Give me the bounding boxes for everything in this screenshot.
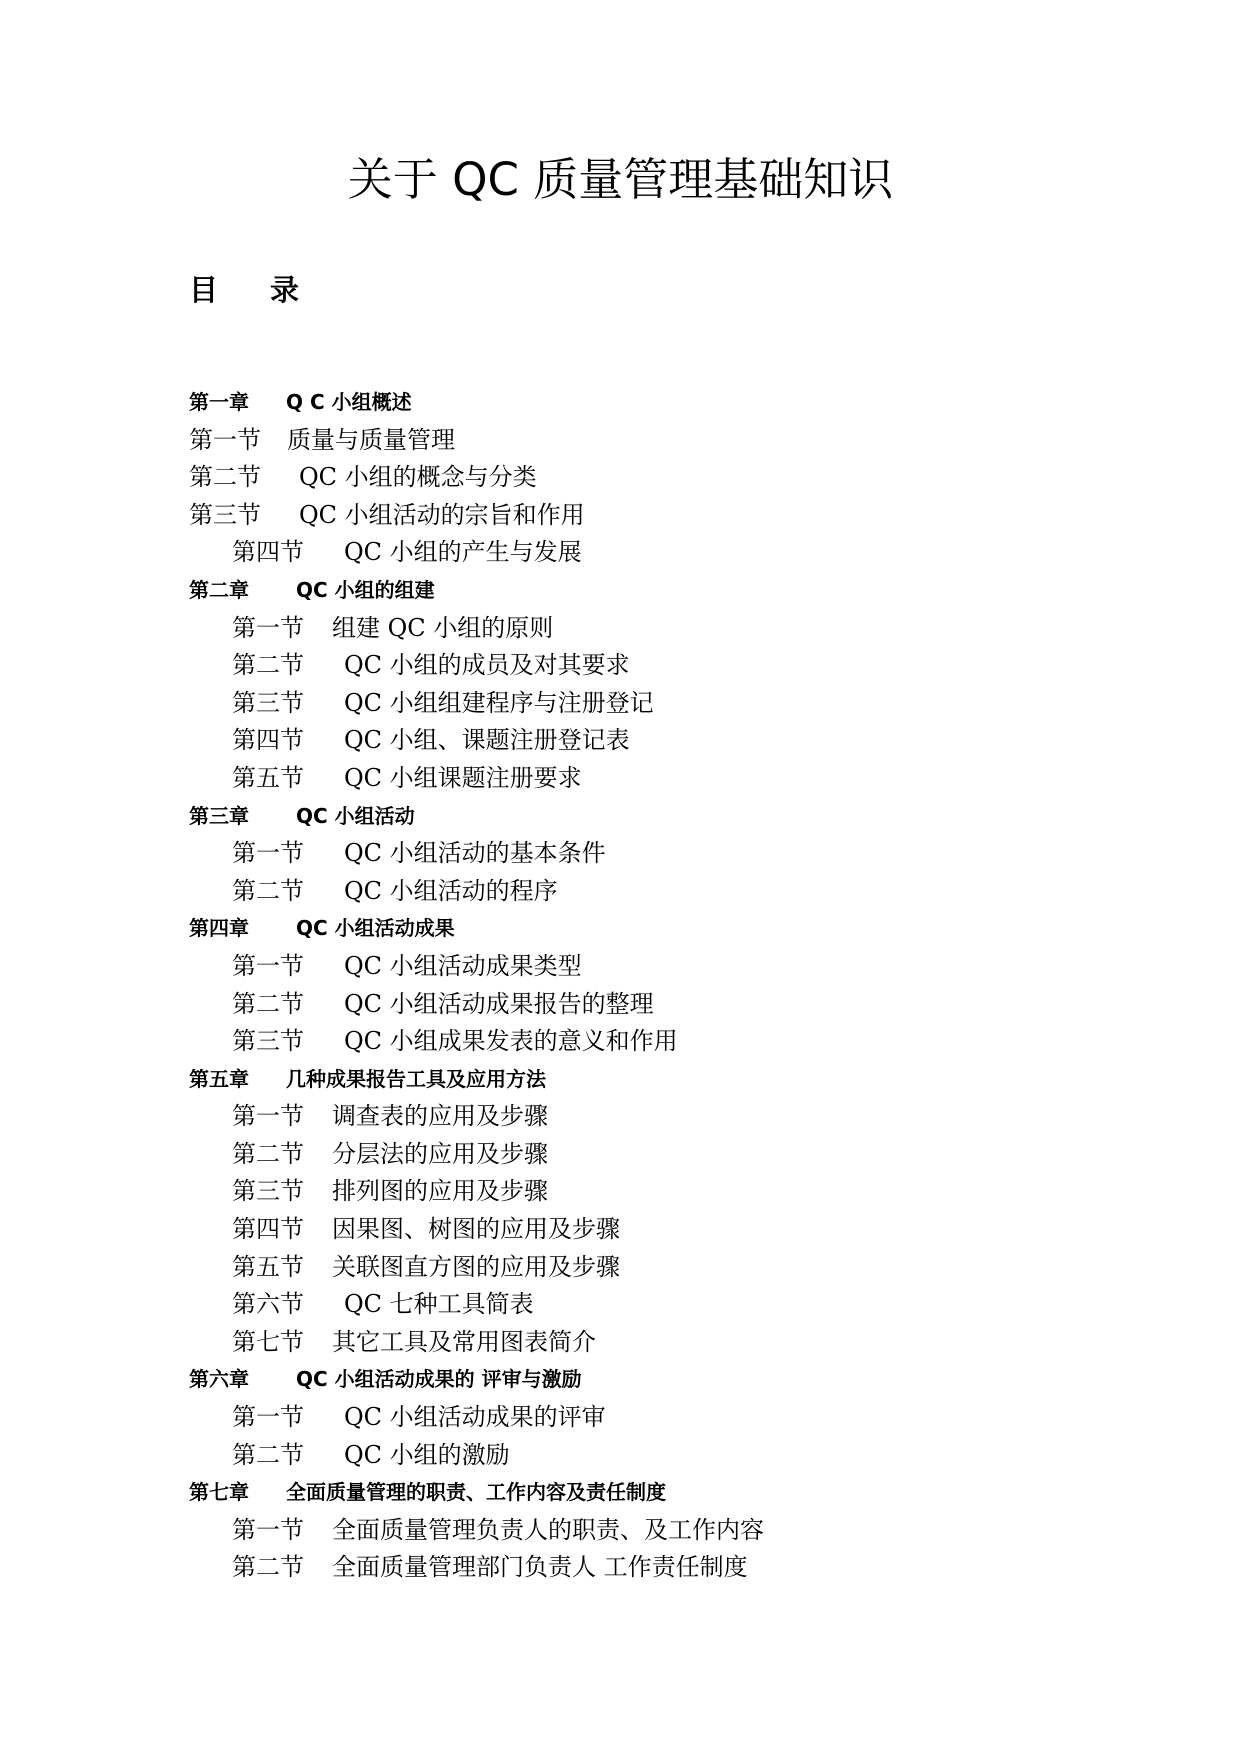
toc-chapter-title: QC 小组活动: [296, 803, 415, 828]
toc-section-title: QC 小组活动的程序: [344, 876, 558, 905]
toc-section-title: 关联图直方图的应用及步骤: [332, 1252, 620, 1281]
toc-section: [0, 1023, 1241, 1061]
toc-section-title: 其它工具及常用图表简介: [332, 1327, 596, 1356]
toc-section-label: 第二节: [232, 1139, 304, 1168]
toc-section-title: QC 小组课题注册要求: [344, 763, 582, 792]
toc-section: [0, 948, 1241, 986]
document-title: 关于 QC 质量管理基础知识: [347, 153, 894, 206]
toc-heading-char-2: 录: [270, 273, 300, 307]
toc-section-title: QC 小组活动的基本条件: [344, 839, 606, 868]
toc-chapter-2: [0, 572, 1241, 610]
toc-section: [0, 1286, 1241, 1324]
toc-section: [0, 610, 1241, 648]
toc-chapter-label: 第一章: [189, 390, 249, 414]
toc-chapter-4: [0, 910, 1241, 948]
toc-section-title: 质量与质量管理: [287, 425, 455, 454]
toc-section: [0, 647, 1241, 685]
toc-section-label: 第四节: [232, 1215, 304, 1244]
toc-section: [0, 835, 1241, 873]
toc-section: [0, 1211, 1241, 1249]
toc-section-label: 第五节: [232, 1252, 304, 1281]
toc-section: [0, 1512, 1241, 1550]
toc-section: [0, 459, 1241, 497]
toc-section: [0, 1098, 1241, 1136]
toc-chapter-label: 第五章: [189, 1066, 249, 1091]
toc-chapter-label: 第七章: [189, 1480, 249, 1505]
toc-heading: [189, 270, 299, 310]
toc-section: [0, 873, 1241, 911]
toc-chapter-title: QC 小组活动成果: [296, 916, 455, 941]
toc-section: [0, 1437, 1241, 1475]
toc-section-title: 全面质量管理部门负责人 工作责任制度: [332, 1553, 748, 1582]
toc-section-label: 第二节: [232, 651, 304, 680]
toc-section-title: QC 小组组建程序与注册登记: [344, 688, 654, 717]
toc-section-label: 第二节: [232, 989, 304, 1018]
toc-section-title: QC 小组活动的宗旨和作用: [299, 500, 585, 529]
toc-section-label: 第二节: [189, 463, 261, 492]
toc-section-title: QC 小组的概念与分类: [299, 463, 537, 492]
toc-section-title: 分层法的应用及步骤: [332, 1139, 548, 1168]
toc-section-title: 全面质量管理负责人的职责、及工作内容: [332, 1515, 764, 1544]
toc-section-title: 组建 QC 小组的原则: [332, 613, 554, 642]
toc-section: [0, 534, 1241, 572]
toc-chapter-label: 第二章: [189, 577, 249, 602]
toc-section-label: 第三节: [189, 500, 261, 529]
toc-section-label: 第一节: [189, 425, 261, 454]
toc-heading-char-1: 目: [189, 273, 219, 307]
toc-chapter-1: [0, 384, 1241, 422]
toc-section-title: QC 小组的成员及对其要求: [344, 651, 630, 680]
toc-section-label: 第二节: [232, 1553, 304, 1582]
toc-section-label: 第三节: [232, 1177, 304, 1206]
toc-section: [0, 1249, 1241, 1287]
toc-section-label: 第六节: [232, 1290, 304, 1319]
toc-section: [0, 1399, 1241, 1437]
toc-chapter-7: [0, 1474, 1241, 1512]
toc-section-label: 第一节: [232, 1515, 304, 1544]
toc-chapter-label: 第三章: [189, 803, 249, 828]
toc-section-title: 因果图、树图的应用及步骤: [332, 1215, 620, 1244]
toc-section-label: 第四节: [232, 538, 304, 567]
toc-section-title: QC 七种工具简表: [344, 1290, 534, 1319]
toc-section: [0, 760, 1241, 798]
toc-chapter-5: [0, 1061, 1241, 1099]
toc-section: [0, 1324, 1241, 1362]
toc-section-label: 第一节: [232, 1102, 304, 1131]
toc-section-title: 排列图的应用及步骤: [332, 1177, 548, 1206]
toc-section: [0, 1136, 1241, 1174]
toc-chapter-title: QC 小组的组建: [296, 577, 435, 602]
toc-section-title: 调查表的应用及步骤: [332, 1102, 548, 1131]
toc-section-label: 第一节: [232, 839, 304, 868]
toc-section-label: 第五节: [232, 763, 304, 792]
toc-section-title: QC 小组活动成果报告的整理: [344, 989, 654, 1018]
toc-chapter-title: 几种成果报告工具及应用方法: [286, 1066, 546, 1091]
toc-section: [0, 986, 1241, 1024]
toc-section-label: 第二节: [232, 876, 304, 905]
toc-section: [0, 685, 1241, 723]
table-of-contents: [0, 384, 1241, 1587]
toc-section: [0, 1173, 1241, 1211]
toc-chapter-label: 第六章: [189, 1367, 249, 1392]
toc-section: [0, 722, 1241, 760]
toc-chapter-3: [0, 798, 1241, 836]
toc-section: [0, 422, 1241, 460]
toc-chapter-title: QC 小组活动成果的 评审与激励: [296, 1367, 582, 1392]
toc-section-title: QC 小组活动成果的评审: [344, 1403, 606, 1432]
toc-section-title: QC 小组成果发表的意义和作用: [344, 1027, 678, 1056]
toc-section-title: QC 小组活动成果类型: [344, 951, 582, 980]
toc-section: [0, 1549, 1241, 1587]
toc-section-label: 第二节: [232, 1440, 304, 1469]
toc-chapter-title: Q C 小组概述: [286, 390, 412, 414]
toc-chapter-label: 第四章: [189, 916, 249, 941]
toc-section-label: 第三节: [232, 688, 304, 717]
toc-section: [0, 497, 1241, 535]
toc-chapter-6: [0, 1361, 1241, 1399]
toc-section-title: QC 小组、课题注册登记表: [344, 726, 630, 755]
toc-section-label: 第七节: [232, 1327, 304, 1356]
toc-section-label: 第一节: [232, 951, 304, 980]
toc-chapter-title: 全面质量管理的职责、工作内容及责任制度: [286, 1480, 666, 1505]
toc-section-label: 第三节: [232, 1027, 304, 1056]
toc-section-label: 第一节: [232, 613, 304, 642]
toc-section-label: 第四节: [232, 726, 304, 755]
toc-section-label: 第一节: [232, 1403, 304, 1432]
toc-section-title: QC 小组的激励: [344, 1440, 510, 1469]
toc-section-title: QC 小组的产生与发展: [344, 538, 582, 567]
